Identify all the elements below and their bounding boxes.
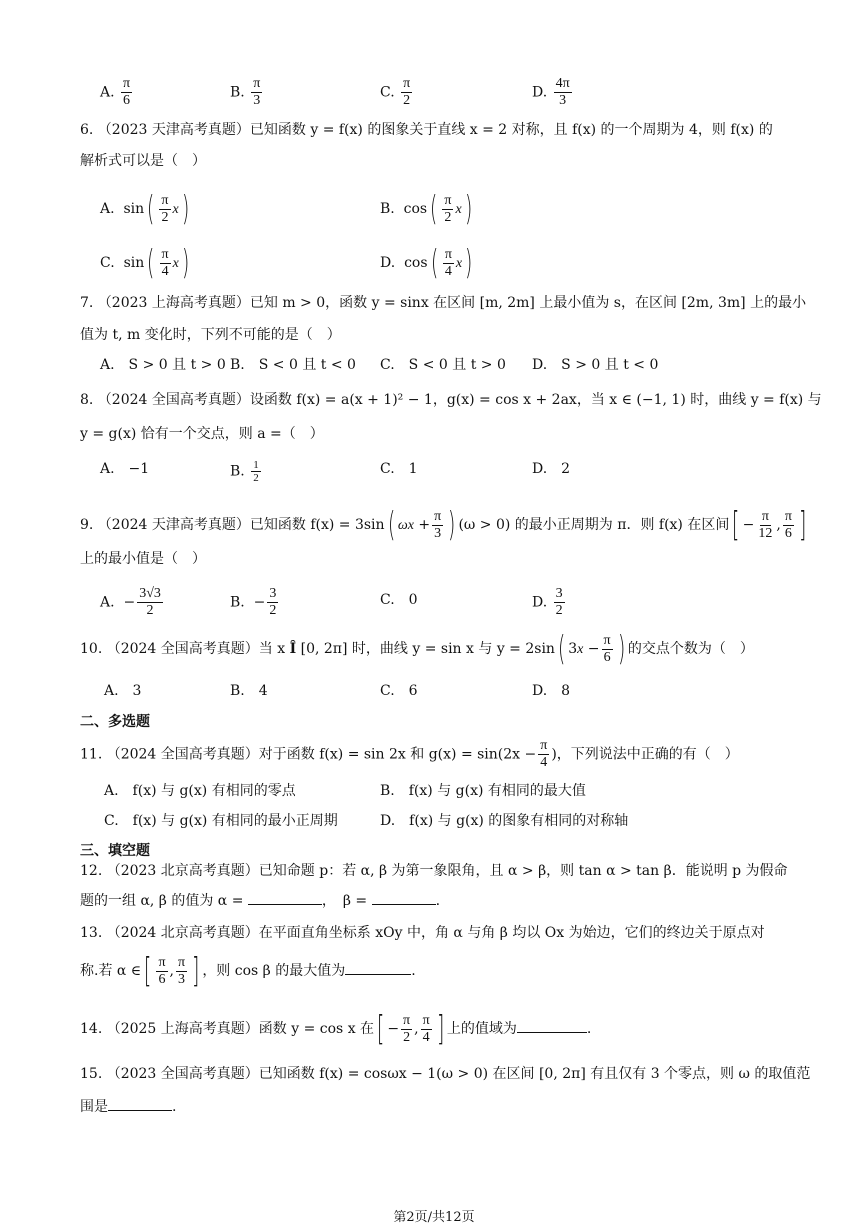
q15-stem-line1: 15. （2023 全国高考真题）已知函数 f(x) = cosωx − 1(ω > 0) 在区间 [0, 2π] 有且仅有 3 个零点，则 ω 的取值范	[80, 1066, 811, 1082]
q12-stem-line2: 题的一组 α, β 的值为 α = ， β = .	[80, 890, 440, 911]
q8-option-d: D. 2	[532, 461, 571, 477]
q9-option-a: A. − $\frac{3√3}{2}$	[100, 586, 161, 618]
q7-option-b: B. S < 0 且 t < 0	[230, 357, 356, 373]
q10-stem: 10. （2024 全国高考真题）当 x Î [0, 2π] 时，曲线 y = sin x 与 y = 2sin( 3x − $\frac{\pi}{6}$ ) 的交点个数为（ ）	[80, 629, 754, 669]
q8-stem-line1: 8. （2024 全国高考真题）设函数 f(x) = a(x + 1)² − 1，g(x) = cos x + 2ax，当 x ∈ (−1, 1) 时，曲线 y = f(x) 与	[80, 392, 822, 408]
q11-option-a: A. f(x) 与 g(x) 有相同的零点	[104, 783, 296, 799]
q6-stem-line2: 解析式可以是（ ）	[80, 153, 206, 169]
q9-option-b: B. − $\frac{3}{2}$	[230, 586, 277, 618]
q8-stem-line2: y = g(x) 恰有一个交点，则 a =（ ）	[80, 426, 324, 442]
q5-option-a: A. $\frac{\pi}{6}$	[100, 76, 131, 108]
q6-option-d: D. cos( $\frac{\pi}{4}$ x)	[380, 243, 473, 283]
q11-option-c: C. f(x) 与 g(x) 有相同的最小正周期	[104, 813, 338, 829]
q9-option-d: D. $\frac{3}{2}$	[532, 586, 563, 618]
q8-option-a: A. −1	[100, 461, 150, 477]
q7-stem-line1: 7. （2023 上海高考真题）已知 m > 0，函数 y = sinx 在区间 [m, 2m] 上最小值为 s，在区间 [2m, 3m] 上的最小	[80, 295, 807, 311]
q11-option-b: B. f(x) 与 g(x) 有相同的最大值	[380, 783, 586, 799]
q10-option-b: B. 4	[230, 683, 268, 699]
section-heading-fill-blank: 三、填空题	[80, 843, 150, 859]
q5-option-b: B. $\frac{\pi}{3}$	[230, 76, 261, 108]
q14-stem: 14. （2025 上海高考真题）函数 y = cos x 在[ − $\frac{\pi}{2}$ , $\frac{\pi}{4}$ ] 上的值域为 .	[80, 1009, 592, 1049]
q7-option-c: C. S < 0 且 t > 0	[380, 357, 506, 373]
q7-option-d: D. S > 0 且 t < 0	[532, 357, 659, 373]
q6-option-b: B. cos( $\frac{\pi}{2}$ x)	[380, 189, 472, 229]
q10-option-d: D. 8	[532, 683, 571, 699]
q6-stem-line1: 6. （2023 天津高考真题）已知函数 y = f(x) 的图象关于直线 x = 2 对称，且 f(x) 的一个周期为 4，则 f(x) 的	[80, 122, 773, 138]
q11-option-d: D. f(x) 与 g(x) 的图象有相同的对称轴	[380, 813, 629, 829]
q8-option-b: B. $\frac{1}{2}$	[230, 459, 259, 484]
q10-option-c: C. 6	[380, 683, 418, 699]
page-footer: 第2页/共12页	[393, 1210, 475, 1225]
q10-option-a: A. 3	[104, 683, 142, 699]
q11-stem: 11. （2024 全国高考真题）对于函数 f(x) = sin 2x 和 g(x) = sin(2x − $\frac{\pi}{4}$ )，下列说法中正确的有（ ）	[80, 738, 739, 770]
q8-option-c: C. 1	[380, 461, 418, 477]
q13-stem-line1: 13. （2024 北京高考真题）在平面直角坐标系 xOy 中，角 α 与角 β 均以 Ox 为始边，它们的终边关于原点对	[80, 925, 765, 941]
q5-option-c: C. $\frac{\pi}{2}$	[380, 76, 411, 108]
q13-blank[interactable]	[345, 960, 411, 975]
q9-option-c: C. 0	[380, 592, 418, 608]
q14-blank[interactable]	[517, 1018, 587, 1033]
q9-stem-line2: 上的最小值是（ ）	[80, 551, 206, 567]
q12-blank-beta[interactable]	[372, 890, 436, 905]
q15-stem-line2: 围是 .	[80, 1096, 176, 1117]
q15-blank[interactable]	[108, 1096, 172, 1111]
q13-stem-line2: 称.若 α ∈[ $\frac{\pi}{6}$ , $\frac{\pi}{3}$ ] ，则 cos β 的最大值为 .	[80, 951, 416, 991]
q9-stem-line1: 9. （2024 天津高考真题）已知函数 f(x) = 3sin( ωx + $\frac{\pi}{3}$ ) (ω > 0) 的最小正周期为 π．则 f(x) 在区间[ − $\frac{\pi}{12}$ , $\frac{\pi}{6}$ ]	[80, 505, 807, 545]
q5-option-d: D. $\frac{4\pi}{3}$	[532, 76, 570, 108]
q12-blank-alpha[interactable]	[248, 890, 322, 905]
q6-option-c: C. sin( $\frac{\pi}{4}$ x)	[100, 243, 190, 283]
q7-stem-line2: 值为 t, m 变化时，下列不可能的是（ ）	[80, 327, 341, 343]
q6-option-a: A. sin( $\frac{\pi}{2}$ x)	[100, 189, 189, 229]
q12-stem-line1: 12. （2023 北京高考真题）已知命题 p：若 α, β 为第一象限角，且 α > β，则 tan α > tan β．能说明 p 为假命	[80, 863, 788, 879]
section-heading-multi-choice: 二、多选题	[80, 714, 150, 730]
q7-option-a: A. S > 0 且 t > 0	[100, 357, 226, 373]
